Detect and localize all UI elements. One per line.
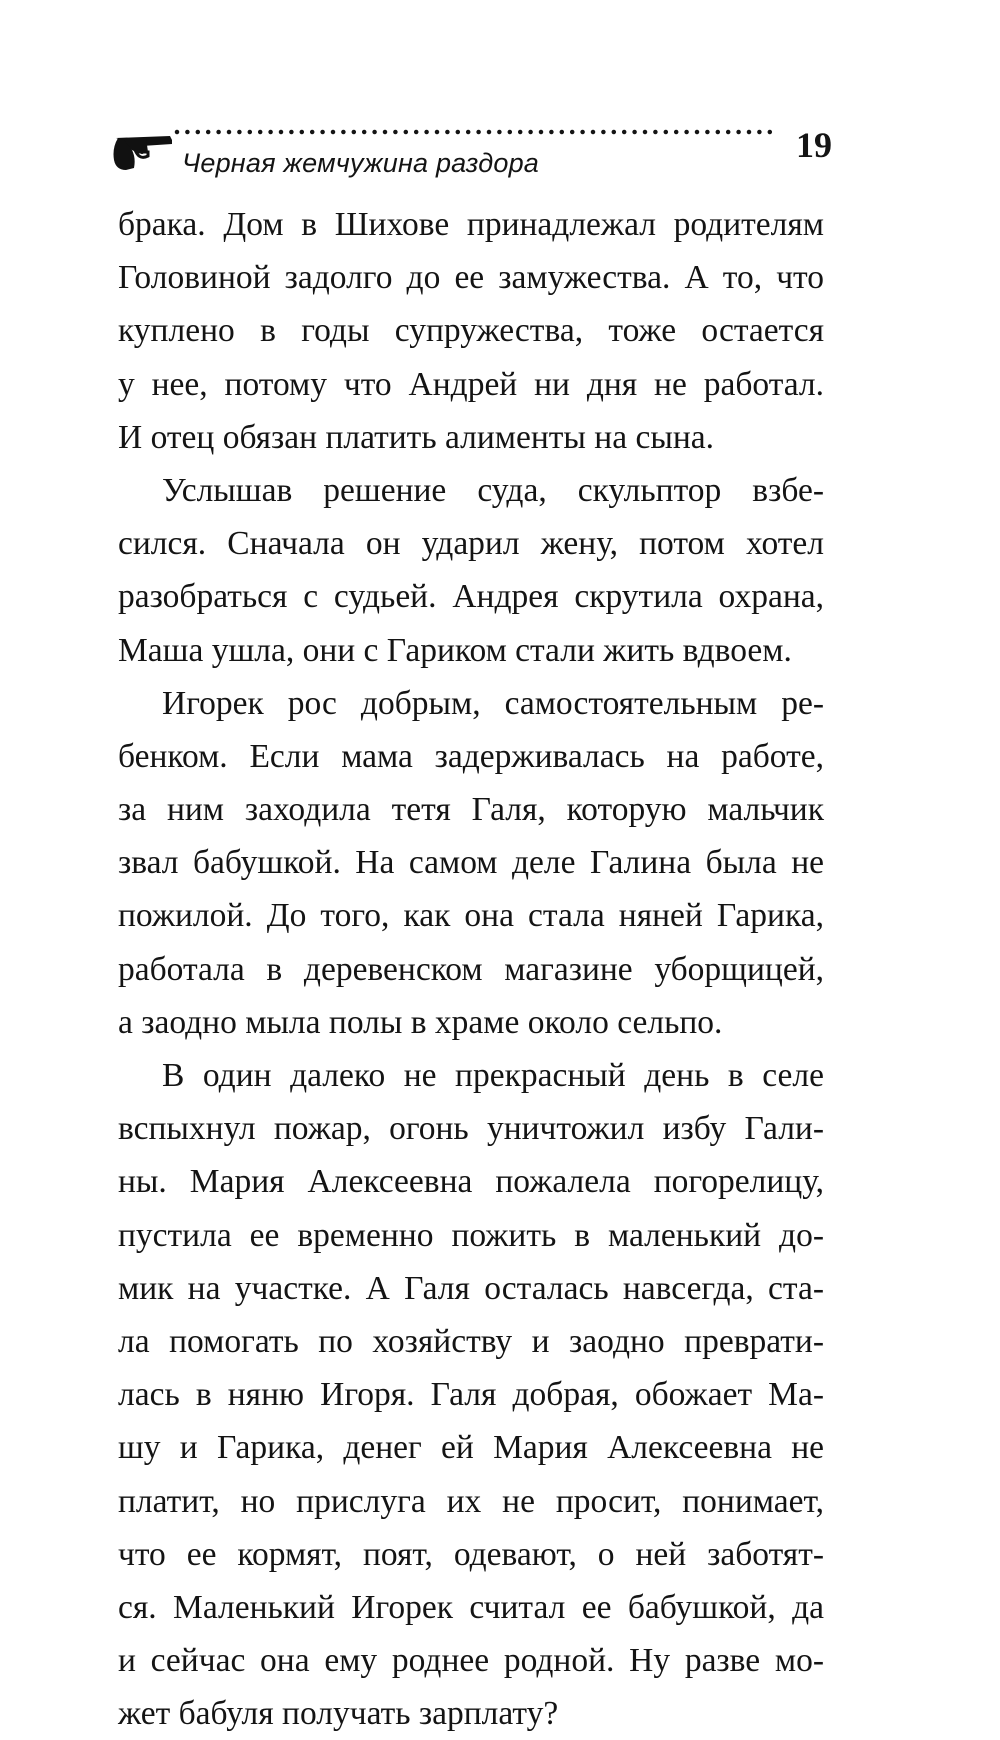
text-line: брака. Дом в Шихове принадлежал родителям xyxy=(118,206,824,243)
text-line: платит, но прислуга их не просит, понимает, xyxy=(118,1482,824,1520)
text-line: мик на участке. А Галя осталась навсегда, ста- xyxy=(118,1269,824,1307)
text-line: за ним заходила тетя Галя, которую мальчик xyxy=(118,791,824,829)
running-header xyxy=(112,122,832,182)
text-line: Услышав решение суда, скульптор взбе- xyxy=(162,471,824,509)
body-text xyxy=(118,198,824,1740)
text-line: жет бабуля получать зарплату? xyxy=(118,1695,559,1733)
text-line: В один далеко не прекрасный день в селе xyxy=(162,1057,824,1094)
running-title: Черная жемчужина раздора xyxy=(182,148,540,178)
text-line: куплено в годы супружества, тоже остается xyxy=(118,312,824,350)
text-line: у нее, потому что Андрей ни дня не работал. xyxy=(118,365,824,403)
text-line: и сейчас она ему роднее родной. Ну разве мо- xyxy=(118,1642,824,1680)
text-line: лась в няню Игоря. Галя добрая, обожает Ма- xyxy=(118,1376,824,1414)
text-line: сился. Сначала он ударил жену, потом хотел xyxy=(118,525,824,563)
text-line: что ее кормят, поят, одевают, о ней заботят- xyxy=(118,1535,824,1573)
text-line: Маша ушла, они с Гариком стали жить вдвоем. xyxy=(118,631,792,669)
text-line: работала в деревенском магазине уборщицей, xyxy=(118,950,824,988)
text-line: И отец обязан платить алименты на сына. xyxy=(118,418,715,456)
dotted-rule xyxy=(174,129,782,135)
text-line: ла помогать по хозяйству и заодно преврати- xyxy=(118,1322,824,1360)
page-number: 19 xyxy=(796,125,832,165)
text-line: пустила ее временно пожить в маленький до- xyxy=(118,1216,824,1254)
text-line: шу и Гарика, денег ей Мария Алексеевна не xyxy=(118,1429,824,1467)
text-line: Головиной задолго до ее замужества. А то, что xyxy=(118,259,824,297)
text-line: Игорек рос добрым, самостоятельным ре- xyxy=(162,684,824,722)
text-line: вспыхнул пожар, огонь уничтожил избу Гали- xyxy=(118,1110,824,1148)
text-line: а заодно мыла полы в храме около сельпо. xyxy=(118,1003,723,1041)
revolver-icon xyxy=(112,128,174,172)
text-line: звал бабушкой. На самом деле Галина была не xyxy=(118,844,824,882)
text-line: пожилой. До того, как она стала няней Гарика, xyxy=(118,897,824,935)
text-line: ны. Мария Алексеевна пожалела погорелицу, xyxy=(118,1163,824,1201)
text-line: разобраться с судьей. Андрея скрутила охрана, xyxy=(118,578,824,616)
text-line: бенком. Если мама задерживалась на работе, xyxy=(118,737,824,775)
text-line: ся. Маленький Игорек считал ее бабушкой, да xyxy=(118,1588,824,1626)
